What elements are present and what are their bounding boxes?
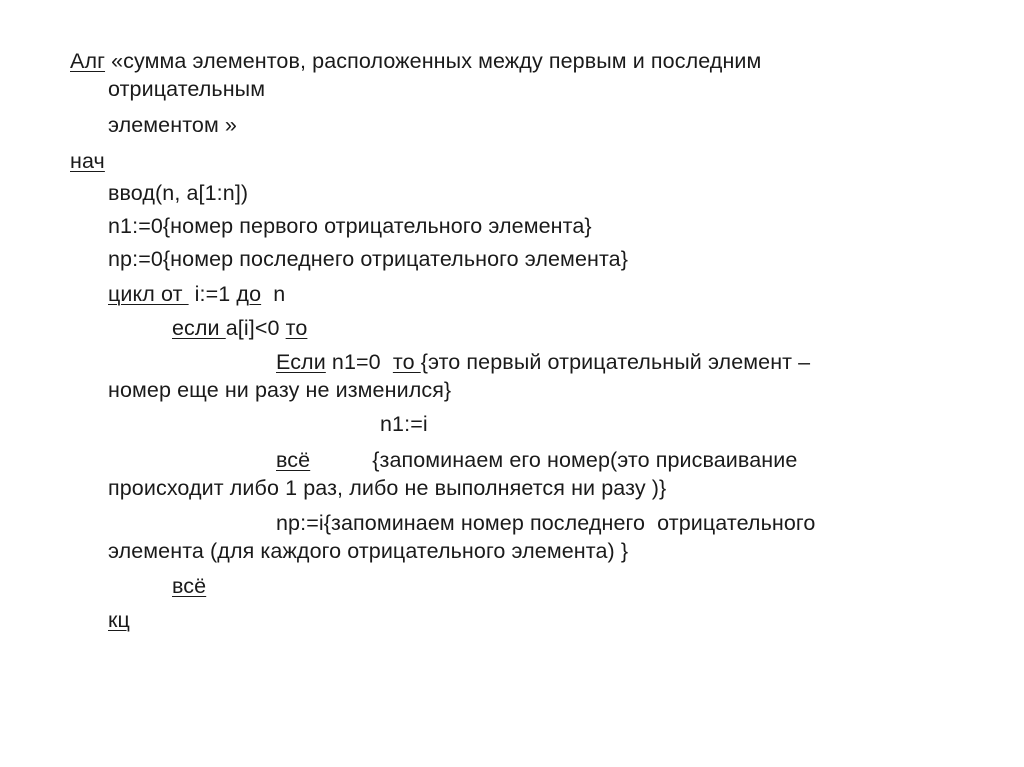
then-keyword: то bbox=[285, 316, 308, 340]
input-statement: ввод(n, a[1:n]) bbox=[108, 181, 249, 205]
end-loop-keyword: кц bbox=[108, 608, 130, 632]
assign-n1: n1:=i bbox=[380, 412, 428, 436]
assign-np-line-1: np:=i{запоминаем номер последнего отрицательного bbox=[276, 511, 816, 535]
if-condition: a[i]<0 bbox=[225, 316, 286, 340]
if-outer-line bbox=[172, 315, 307, 341]
if-inner-line-2: номер еще ни разу не изменился} bbox=[108, 378, 452, 402]
loop-for-keyword: цикл от bbox=[108, 282, 189, 306]
header-line-2: отрицательным bbox=[108, 77, 266, 101]
end-inner-line-1 bbox=[276, 447, 797, 473]
end-inner-line-2: происходит либо 1 раз, либо не выполняется ни разу )} bbox=[108, 476, 667, 500]
loop-to-keyword: до bbox=[236, 282, 262, 306]
end-inner-keyword: всё bbox=[276, 448, 311, 472]
loop-range-from: i:=1 bbox=[188, 282, 237, 306]
loop-range-to: n bbox=[261, 282, 286, 306]
alg-keyword: Алг bbox=[70, 49, 106, 73]
loop-header bbox=[108, 281, 285, 307]
header-line-1 bbox=[70, 48, 761, 74]
inner-if-keyword: Если bbox=[276, 350, 326, 374]
if-inner-line-1 bbox=[276, 349, 810, 375]
header-line-3: элементом » bbox=[108, 113, 237, 137]
n1-initialization: n1:=0{номер первого отрицательного элемента} bbox=[108, 214, 592, 238]
assign-np-line-2: элемента (для каждого отрицательного элемента) } bbox=[108, 539, 629, 563]
algorithm-title: «сумма элементов, расположенных между первым и последним bbox=[105, 49, 762, 73]
np-initialization: np:=0{номер последнего отрицательного элемента} bbox=[108, 247, 629, 271]
if-keyword: если bbox=[172, 316, 226, 340]
end-outer-keyword: всё bbox=[172, 574, 207, 598]
end-inner-comment: {запоминаем его номер(это присваивание bbox=[372, 448, 798, 472]
inner-if-comment: {это первый отрицательный элемент – bbox=[420, 350, 811, 374]
inner-then-keyword: то bbox=[392, 350, 421, 374]
inner-if-condition: n1=0 bbox=[325, 350, 393, 374]
begin-keyword: нач bbox=[70, 149, 105, 173]
